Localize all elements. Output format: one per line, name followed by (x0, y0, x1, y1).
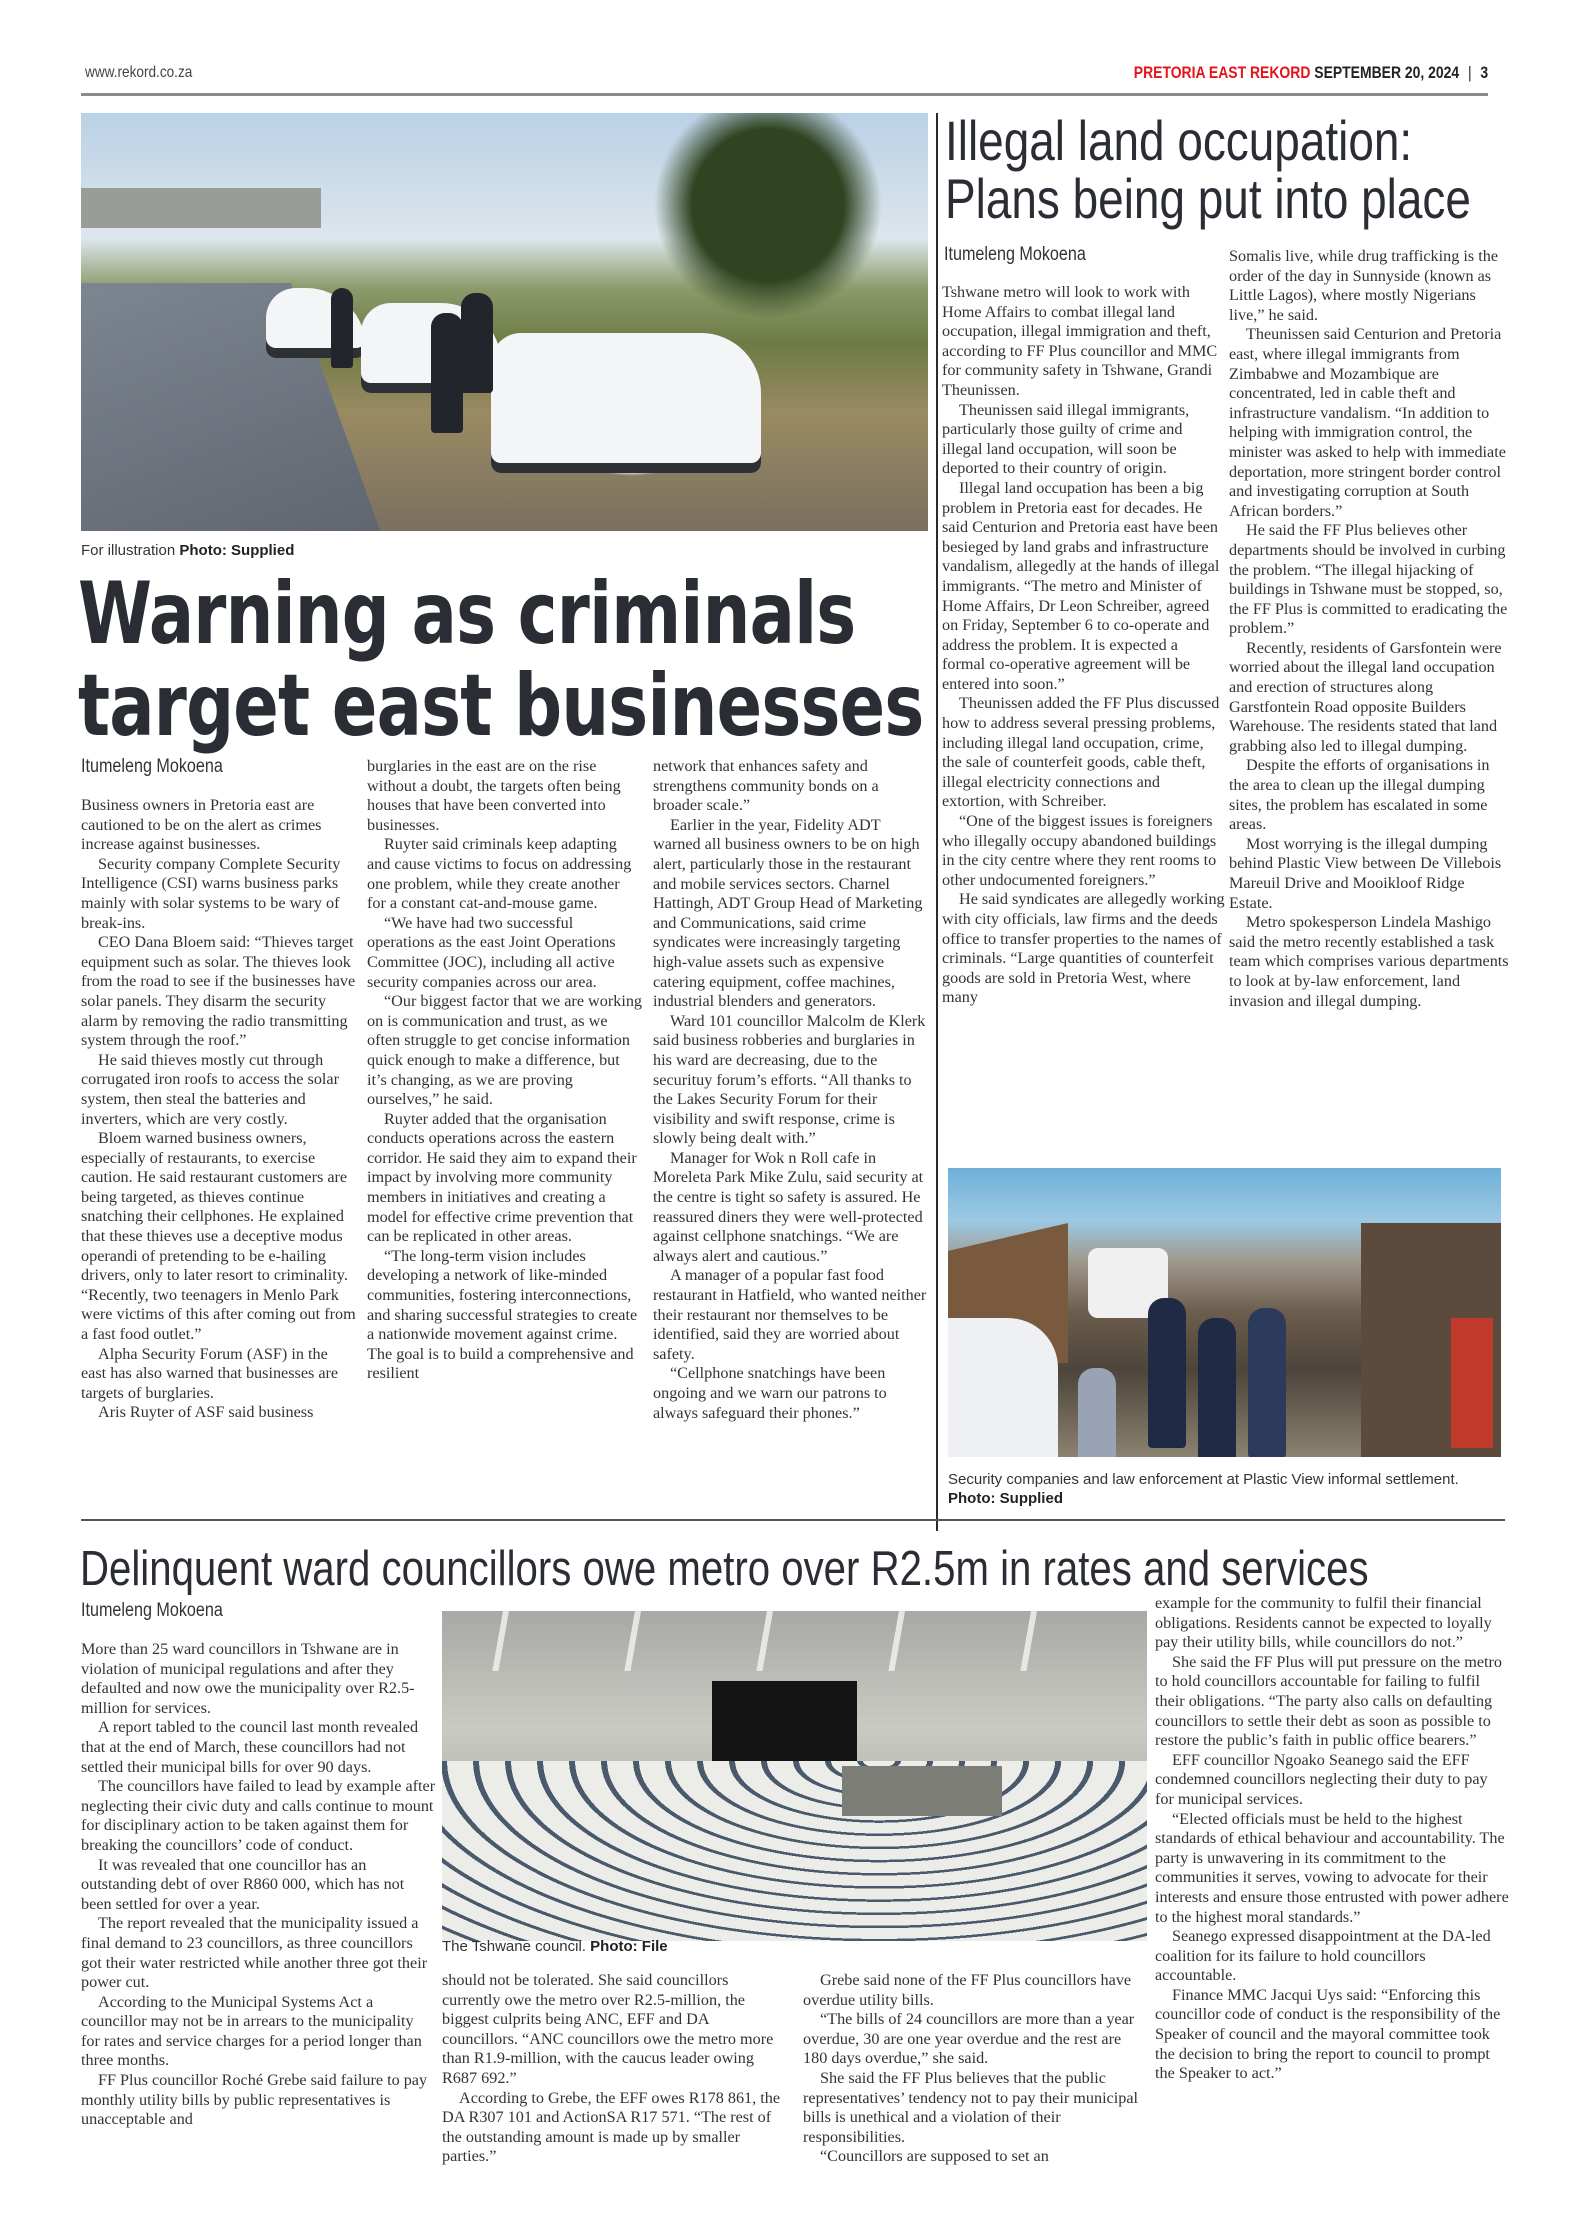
paragraph: A report tabled to the council last month revealed that at the end of March, these councillors had not settled their municipal bills for over 90 days. (81, 1718, 419, 1776)
paragraph: Recently, residents of Garsfontein were worried about the illegal land occupation and erection of structures along Garstfontein Road opposite Builders Warehouse. The residents stated that land grabbing also led to illegal dumping. (1229, 638, 1502, 755)
masthead (1134, 63, 1488, 83)
paragraph: Illegal land occupation has been a big problem in Pretoria east for decades. He said Centurion and Pretoria east have been besieged by land grabs and infrastructure vandalism, allegedly at the hands of illegal immigrants. “The metro and Minister of Home Affairs, Dr Leon Schreiber, agreed on Friday, September 6 to co-operate and address the problem. It is expected a formal co-operative agreement will be entered into soon.” (942, 478, 1220, 693)
article-column (653, 757, 928, 1423)
seating-rows-shape (442, 1761, 1147, 1941)
photo-credit: Photo: Supplied (179, 542, 295, 559)
paragraph: Theunissen added the FF Plus discussed how to address several pressing problems, including illegal land occupation, crime, the sale of counterfeit goods, cable theft, illegal electricity connections and extortion, with Schreiber. (942, 694, 1220, 811)
photo-caption (442, 1937, 668, 1956)
screen-shape (712, 1681, 857, 1771)
officer-shape (461, 293, 493, 393)
paragraph: EFF councillor Ngoako Seanego said the EFF condemned councillors neglecting their duty to pay for municipal services. (1155, 1750, 1488, 1808)
caption-text: Security companies and law enforcement at Plastic View informal settlement. (948, 1471, 1459, 1488)
paragraph: network that enhances safety and strengthens community bonds on a broader scale.” (653, 757, 879, 815)
paragraph: Manager for Wok n Roll cafe in Moreleta Park Mike Zulu, said security at the centre is tight so safety is assured. He reassured diners they were well-protected against cellphone snatchings. “We are always alert and cautious.” (653, 1148, 924, 1265)
paragraph: She said the FF Plus will put pressure on the metro to hold councillors accountable for failing to fulfil their obligations. “The party also calls on defaulting councillors to settle their debt as soon as possible to restore the public’s faith in public office bearers.” (1155, 1652, 1503, 1750)
article-column (81, 796, 356, 1423)
paragraph: “Our biggest factor that we are working on is communication and trust, as we often struggle to get concise information quick enough to make a difference, but it’s changing, as we are proving ourselves,” he said. (367, 992, 643, 1109)
headline-warning (78, 564, 924, 756)
paragraph: Somalis live, while drug trafficking is the order of the day in Sunnyside (known as Little Lagos), where mostly Nigerians live,” he said. (1229, 247, 1498, 324)
paragraph: It was revealed that one councillor has an outstanding debt of over R860 000, which has not been settled for over a year. (81, 1855, 405, 1913)
vehicle-shape (948, 1318, 1058, 1457)
byline: Itumeleng Mokoena (944, 244, 1086, 265)
paragraph: He said thieves mostly cut through corrugated iron roofs to access the solar system, then steal the batteries and inverters, which are very costly. (81, 1050, 340, 1128)
officer-shape (1078, 1368, 1116, 1457)
office-sign-shape (1451, 1318, 1493, 1448)
byline: Itumeleng Mokoena (81, 756, 223, 777)
paragraph: Grebe said none of the FF Plus councillors have overdue utility bills. (803, 1971, 1132, 2009)
paragraph: Theunissen said Centurion and Pretoria east, where illegal immigrants from Zimbabwe and Mozambique are concentrated, led in cable theft and infrastructure vandalism. “In addition to helping with immigration control, the minister was asked to help with immediate deportation, more stringent border control and investigating corruption at South African borders.” (1229, 325, 1506, 520)
officer-shape (331, 288, 353, 368)
site-url[interactable]: www.rekord.co.za (85, 64, 193, 81)
paragraph: According to the Municipal Systems Act a councillor may not be in arrears to the municipality for rates and service charges for a period longer than three months. (81, 1992, 422, 2070)
article-column (1229, 247, 1509, 1011)
paragraph: Metro spokesperson Lindela Mashigo said the metro recently established a task team which comprises various departments to look at by-law enforcement, land invasion and illegal dumping. (1229, 913, 1509, 1010)
headline-delinquent: Delinquent ward councillors owe metro over R2.5m in rates and services (80, 1542, 1369, 1596)
headline-line: Plans being put into place (945, 167, 1471, 230)
officer-shape (1248, 1308, 1286, 1457)
paragraph: burglaries in the east are on the rise without a doubt, the targets often being houses that have been converted into businesses. (367, 757, 621, 834)
byline: Itumeleng Mokoena (81, 1600, 223, 1621)
headline-illegal-land (945, 109, 1471, 230)
paragraph: Most worrying is the illegal dumping behind Plastic View between De Villebois Mareuil Drive and Mooikloof Ridge Estate. (1229, 834, 1502, 912)
page-number: 3 (1480, 63, 1488, 82)
photo-caption (81, 541, 294, 560)
separator: | (1467, 63, 1472, 82)
caption-text: The Tshwane council. (442, 1938, 586, 1955)
issue-date: SEPTEMBER 20, 2024 (1314, 63, 1460, 82)
stage-shape (842, 1766, 1002, 1816)
paragraph: Theunissen said illegal immigrants, particularly those guilty of crime and illegal land occupation, will soon be deported to their country of origin. (942, 400, 1190, 478)
officer-shape (1198, 1318, 1236, 1457)
header-divider (81, 93, 1488, 96)
tshwane-council-photo (442, 1611, 1147, 1941)
column-divider (936, 113, 938, 1531)
article-column (442, 1971, 787, 2167)
paragraph: A manager of a popular fast food restaurant in Hatfield, who wanted neither their restaurant nor themselves to be identified, said they are worried about safety. (653, 1266, 927, 1363)
article-column (942, 283, 1225, 1008)
tree-shape (638, 113, 898, 343)
paragraph: Ruyter added that the organisation conducts operations across the eastern corridor. He said they aim to expand their impact by involving more community members in initiatives and creating a model for effective crime prevention that can be replicated in other areas. (367, 1109, 637, 1246)
paragraph: “We have had two successful operations as the east Joint Operations Committee (JOC), including all active security companies across our area. (367, 913, 616, 991)
paragraph: Despite the efforts of organisations in the area to clean up the illegal dumping sites, the problem has escalated in some areas. (1229, 756, 1490, 834)
article-column (367, 757, 642, 1384)
paragraph: According to Grebe, the EFF owes R178 861, the DA R307 101 and ActionSA R17 571. “The rest of the outstanding amount is made up by smaller parties.” (442, 2088, 780, 2166)
article-column (1155, 1594, 1510, 2084)
paragraph: Aris Ruyter of ASF said business (98, 1403, 314, 1422)
paragraph: Finance MMC Jacqui Uys said: “Enforcing this councillor code of conduct is the responsibility of the Speaker of council and the mayoral committee took the decision to bring the report to council to prompt the Speaker to act.” (1155, 1985, 1501, 2083)
paragraph: “The bills of 24 councillors are more than a year overdue, 30 are one year overdue and the rest are 180 days overdue,” she said. (803, 2010, 1135, 2068)
section-divider (81, 1519, 1505, 1521)
paragraph: “Councillors are supposed to set an (820, 2147, 1049, 2166)
paragraph: Ruyter said criminals keep adapting and cause victims to focus on addressing one problem, while they create another for a constant cat-and-mouse game. (367, 835, 632, 913)
publication-name: PRETORIA EAST REKORD (1133, 63, 1311, 82)
headline-line: Warning as criminals (78, 564, 856, 664)
paragraph: “The long-term vision includes developing a network of like-minded communities, fostering interconnections, and sharing successful strategies to create a nationwide movement against crime. The goal is to build a comprehensive and resilient (367, 1246, 638, 1383)
paragraph: “Elected officials must be held to the highest standards of ethical behaviour and accountability. The party is unwavering in its commitment to the communities it serves, vowing to advocate for their interests and ensure those entrusted with power adhere to the highest moral standards.” (1155, 1809, 1509, 1926)
plastic-view-photo (948, 1168, 1501, 1457)
officer-shape (431, 313, 463, 433)
paragraph: “One of the biggest issues is foreigners who illegally occupy abandoned buildings in the city centre where they rent rooms to other undocumented foreigners.” (942, 812, 1217, 889)
paragraph: She said the FF Plus believes that the public representatives’ tendency not to pay their municipal bills is unethical and a violation of their responsibilities. (803, 2068, 1139, 2146)
paragraph: He said syndicates are allegedly working with city officials, law firms and the deeds office to transfer properties to the names of criminals. “Large quantities of counterfeit goods are sold in Pretoria West, where many (942, 890, 1225, 1007)
paragraph: More than 25 ward councillors in Tshwane are in violation of municipal regulations and after they defaulted and now owe the municipality over R2.5-million for services. (81, 1640, 415, 1717)
headline-line: Illegal land occupation: (945, 109, 1413, 172)
paragraph: Seanego expressed disappointment at the DA-led coalition for its failure to hold councillors accountable. (1155, 1927, 1491, 1985)
paragraph: CEO Dana Bloem said: “Thieves target equipment such as solar. The thieves look from the road to see if the businesses have solar panels. They disarm the security alarm by removing the radio transmitting system through the roof.” (81, 933, 356, 1050)
bridge-shape (81, 188, 321, 228)
ceiling-lights-shape (442, 1611, 1147, 1671)
paragraph: Ward 101 councillor Malcolm de Klerk said business robberies and burglaries in his ward are decreasing, due to the securituy forum’s efforts. “All thanks to the Lakes Security Forum for their visibility and swift response, crime is slowly being dealt with.” (653, 1011, 926, 1148)
paragraph: FF Plus councillor Roché Grebe said failure to pay monthly utility bills by public representatives is unacceptable and (81, 2071, 428, 2129)
article-column (81, 1640, 436, 2130)
photo-caption (948, 1470, 1508, 1508)
photo-credit: Photo: File (590, 1938, 668, 1955)
officer-shape (1148, 1298, 1186, 1448)
paragraph: Business owners in Pretoria east are cautioned to be on the alert as crimes increase against businesses. (81, 796, 322, 854)
photo-credit: Photo: Supplied (948, 1490, 1063, 1507)
paragraph: Bloem warned business owners, especially of restaurants, to exercise caution. He said restaurant customers are being targeted, as thieves continue snatching their cellphones. He explained that these thieves use a deceptive modus operandi of pretending to be e-hailing drivers, only to later resort to criminality. “Recently, two teenagers in Menlo Park were victims of this after coming out from a fast food outlet.” (81, 1129, 356, 1344)
paragraph: Security company Complete Security Intelligence (CSI) warns business parks mainly with solar systems to be wary of break-ins. (81, 854, 341, 932)
paragraph: Earlier in the year, Fidelity ADT warned all business owners to be on high alert, particularly those in the restaurant and mobile services sectors. Charnel Hattingh, ADT Group Head of Marketing and Communications, said crime syndicates were increasingly targeting high-value assets such as expensive catering equipment, coffee machines, industrial blenders and generators. (653, 815, 923, 1011)
paragraph: Alpha Security Forum (ASF) in the east has also warned that businesses are targets of burglaries. (81, 1344, 339, 1402)
paragraph: The report revealed that the municipality issued a final demand to 23 councillors, as three councillors got their water restricted while another three got their power cut. (81, 1914, 428, 1992)
paragraph: should not be tolerated. She said councillors currently owe the metro over R2.5-million, the biggest culprits being ANC, EFF and DA councillors. “ANC councillors owe the metro more than R1.9-million, with the caucus leader owing R687 692.” (442, 1971, 774, 2087)
headline-line: target east businesses (78, 656, 924, 756)
caption-text: For illustration (81, 542, 176, 559)
paragraph: He said the FF Plus believes other departments should be involved in curbing the problem. “The illegal hijacking of buildings in Tshwane must be stopped, so, the FF Plus is committed to eradicating the problem.” (1229, 521, 1508, 638)
police-vehicles-photo (81, 113, 928, 531)
paragraph: The councillors have failed to lead by example after neglecting their civic duty and calls continue to mount for disciplinary action to be taken against them for breaking the councillors’ code of conduct. (81, 1777, 436, 1854)
paragraph: Tshwane metro will look to work with Home Affairs to combat illegal land occupation, illegal immigration and theft, according to FF Plus councillor and MMC for community safety in Tshwane, Grandi Theunissen. (942, 283, 1218, 399)
paragraph: “Cellphone snatchings have been ongoing and we warn our patrons to always safeguard their phones.” (653, 1364, 887, 1422)
security-car-shape (491, 333, 761, 473)
article-column (803, 1971, 1148, 2167)
paragraph: example for the community to fulfil their financial obligations. Residents cannot be expected to loyally pay their utility bills, while councillors do not.” (1155, 1594, 1492, 1652)
